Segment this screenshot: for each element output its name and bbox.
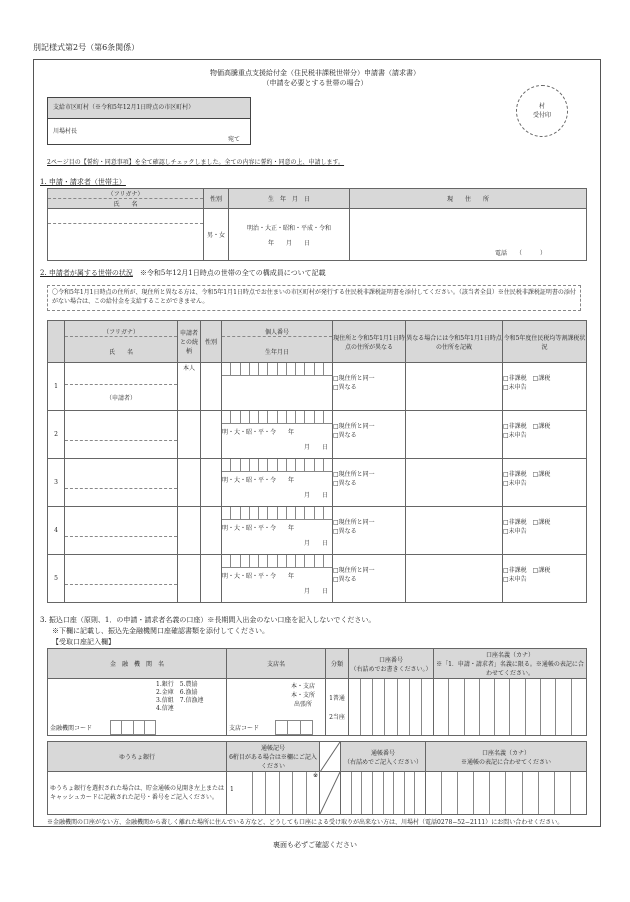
row-number: 5	[48, 555, 65, 603]
s1-name-field[interactable]	[48, 209, 204, 261]
s1-birth-header: 生 年 月 日	[229, 189, 350, 209]
yucho-header: ゆうちょ銀行	[48, 742, 227, 772]
section2-notice: 〇令和5年1月1日時点の住所が、現住所と異なる方は、令和5年1月1日時点でお住まいの市区町村が発行する住民税非課税証明書を添付してください。（該当者全員）※住民税非課税証明書の添付がない場合は、この給付金を支給することができません。	[47, 285, 581, 311]
tax-undeclared-checkbox[interactable]: □未申告	[503, 432, 527, 439]
s2-same-addr-header: 現住所と令和5年1月1日時点の住所が異なる	[333, 321, 406, 363]
bank-code-label: 金融機関コード	[50, 725, 93, 732]
section2-heading	[40, 268, 326, 278]
row-number: 3	[48, 459, 65, 507]
tax-status-checkbox[interactable]: □非課税 □課税	[503, 375, 551, 382]
section1-title: 1. 申請・請求者（世帯主）	[40, 178, 126, 186]
s2-self: 本人	[178, 363, 201, 411]
stamp-line2: 受付印	[532, 112, 551, 119]
s2-diff-addr-header: 異なる場合には令和5年1月1日時点の住所を記載	[406, 321, 503, 363]
row-number: 4	[48, 507, 65, 555]
s1-gender-header: 性別	[204, 189, 229, 209]
payer-label: 支給市区町村（※令和5年12月1日時点の市区町村）	[48, 98, 250, 119]
section3-sub: 【受取口座記入欄】	[52, 638, 115, 646]
branch-type-1[interactable]: 本・支店	[290, 683, 315, 690]
s2-gender-field[interactable]	[201, 459, 222, 507]
bank-code-field[interactable]	[110, 720, 156, 735]
table-row	[48, 459, 587, 507]
month-day-label: 月 日	[303, 444, 328, 451]
addr-diff-checkbox[interactable]: □異なる	[333, 528, 357, 535]
tax-status-checkbox[interactable]: □非課税 □課税	[503, 519, 551, 526]
table-row	[48, 411, 587, 459]
era-options[interactable]: 明・大・昭・平・令	[222, 573, 277, 580]
holder-note	[434, 649, 587, 679]
form-title: 物価高騰重点支援給付金（住民税非課税世帯分）申請書（請求書）	[210, 69, 420, 77]
account-sub: （右詰めでお書きください。）	[350, 665, 432, 673]
relation-field[interactable]	[178, 411, 201, 459]
yucho-number-field[interactable]	[341, 772, 426, 815]
bank-header: 金 融 機 関 名	[48, 649, 227, 679]
form-number: 別記様式第2号（第6条関係）	[33, 43, 140, 52]
s1-gender-field[interactable]: 男・女	[204, 209, 229, 261]
branch-type-2[interactable]: 本・支所	[290, 692, 315, 699]
year-label: 年	[288, 477, 295, 484]
yucho-table	[47, 741, 587, 815]
year-label: 年	[288, 429, 295, 436]
table-row	[48, 507, 587, 555]
confirm-text: 2ページ目の【誓約・同意事項】を全て確認しチェックしました。全ての内容に誓約・同意の上、申請します。	[47, 159, 345, 166]
year-label: 年	[288, 573, 295, 580]
bank-type-3[interactable]: 3.信組 7.信漁連	[156, 697, 204, 704]
s2-birth-header: 生年月日	[264, 349, 289, 356]
section2-title: 2. 申請者が属する世帯の状況	[40, 269, 133, 277]
reception-stamp	[516, 85, 568, 137]
s2-gender-field[interactable]	[201, 507, 222, 555]
s2-tax-header: 令和5年度住民税均等割課税状況	[503, 321, 587, 363]
addr-same-checkbox[interactable]: □現住所と同一	[333, 471, 375, 478]
payer-box	[47, 97, 251, 145]
yucho-holder-field[interactable]	[426, 772, 587, 815]
s2-gender-field[interactable]	[201, 363, 222, 411]
s2-furigana: （フリガナ）	[65, 327, 177, 337]
tax-status-checkbox[interactable]: □非課税 □課税	[503, 567, 551, 574]
table-row	[48, 363, 587, 411]
s1-name: 氏 名	[113, 201, 138, 208]
yucho-star: ※	[312, 772, 318, 779]
yucho-symbol-note: 6桁目がある場合は※欄にご記入ください	[229, 754, 317, 770]
month-day-label: 月 日	[303, 588, 328, 595]
s2-relation-header: 申請者との続柄	[178, 321, 201, 363]
addr-diff-checkbox[interactable]: □異なる	[333, 576, 357, 583]
account-number-field[interactable]	[349, 679, 434, 736]
yucho-holder-note: ※通帳の表記に合わせてください	[460, 758, 551, 766]
s1-ymd: 年 月 日	[267, 239, 310, 247]
row-number: 1	[48, 363, 65, 411]
yucho-description: ゆうちょ銀行を選択された場合は、貯金通帳の見開き左上またはキャッシュカードに記載された記号・番号をご記入ください。	[48, 772, 227, 815]
s2-name: 氏 名	[108, 349, 133, 356]
bank-type-2[interactable]: 2.金庫 6.漁協	[156, 689, 198, 696]
s2-gender-field[interactable]	[201, 555, 222, 603]
account-type-2[interactable]: 2当座	[329, 714, 345, 721]
holder-note-text: ※「1．申請・請求者」名義に限る。※通帳の表記に合わせてください。	[436, 661, 584, 677]
branch-header: 支店名	[227, 649, 326, 679]
s1-era-options[interactable]: 明治・大正・昭和・平成・令和	[246, 224, 331, 232]
yucho-divider-lower	[320, 772, 341, 815]
diagonal-line-icon	[320, 772, 340, 814]
account-holder-field[interactable]	[434, 679, 587, 736]
s1-furigana: （フリガナ）	[48, 189, 203, 199]
branch-code-field[interactable]	[275, 720, 313, 735]
addr-same-checkbox[interactable]: □現住所と同一	[333, 375, 375, 382]
stamp-line1: 村	[538, 103, 545, 110]
s1-address-header: 現 住 所	[350, 189, 587, 209]
addr-same-checkbox[interactable]: □現住所と同一	[333, 423, 375, 430]
tax-status-checkbox[interactable]: □非課税 □課税	[503, 423, 551, 430]
relation-field[interactable]	[178, 507, 201, 555]
s2-mynumber-header: 個人番号	[222, 327, 332, 337]
tax-undeclared-checkbox[interactable]: □未申告	[503, 384, 527, 391]
month-day-label: 月 日	[303, 540, 328, 547]
payer-name: 川場村長	[53, 128, 78, 135]
era-options[interactable]: 明・大・昭・平・令	[222, 477, 277, 484]
yucho-symbol-field[interactable]	[227, 772, 320, 815]
tax-status-checkbox[interactable]: □非課税 □課税	[503, 471, 551, 478]
yucho-holder-header: 口座名義（カナ）	[481, 749, 530, 757]
diff-addr-field[interactable]	[406, 459, 503, 507]
addr-diff-checkbox[interactable]: □異なる	[333, 384, 357, 391]
branch-name-field[interactable]	[227, 679, 326, 736]
addr-same-checkbox[interactable]: □現住所と同一	[333, 519, 375, 526]
relation-field[interactable]	[178, 459, 201, 507]
yucho-divider	[320, 742, 341, 772]
branch-type-3[interactable]: 出張所	[293, 701, 312, 708]
payer-suffix: 宛て	[227, 136, 240, 143]
bank-table	[47, 648, 587, 736]
branch-code-label: 支店コード	[229, 725, 260, 732]
tax-undeclared-checkbox[interactable]: □未申告	[503, 528, 527, 535]
table-row	[48, 555, 587, 603]
year-label: 年	[288, 525, 295, 532]
diff-addr-field[interactable]	[406, 363, 503, 411]
s1-phone[interactable]: 電話 （ ）	[494, 250, 546, 257]
yucho-symbol-header: 通帳記号	[260, 745, 285, 752]
era-options[interactable]: 明・大・昭・平・令	[222, 429, 277, 436]
account-type-1[interactable]: 1普通	[329, 695, 345, 702]
relation-field[interactable]	[178, 555, 201, 603]
s2-applicant: （申請者）	[105, 394, 136, 402]
yucho-symbol-prefix: 1	[230, 786, 234, 793]
tax-undeclared-checkbox[interactable]: □未申告	[503, 576, 527, 583]
footer-text: 裏面も必ずご確認ください	[273, 841, 357, 849]
s2-gender-field[interactable]	[201, 411, 222, 459]
household-table	[47, 320, 587, 603]
yucho-number-note: （右詰めでご記入ください）	[343, 758, 422, 766]
form-subtitle: （申請を必要とする世帯の場合）	[262, 79, 368, 87]
addr-same-checkbox[interactable]: □現住所と同一	[333, 567, 375, 574]
addr-diff-checkbox[interactable]: □異なる	[333, 432, 357, 439]
era-options[interactable]: 明・大・昭・平・令	[222, 525, 277, 532]
type-header: 分類	[326, 649, 349, 679]
contact-note: ※金融機関の口座がない方、金融機関から著しく離れた場所に住んでいる方など、どうしても口座による受け取りが出来ない方は、川場村（電話0278−52−2111）にお問い合わせください。	[47, 819, 564, 826]
applicant-table	[47, 188, 587, 261]
row-number: 2	[48, 411, 65, 459]
diff-addr-field[interactable]	[406, 555, 503, 603]
bank-type-1[interactable]: 1.銀行 5.農協	[156, 681, 198, 688]
addr-diff-checkbox[interactable]: □異なる	[333, 480, 357, 487]
month-day-label: 月 日	[303, 492, 328, 499]
bank-name-field[interactable]	[48, 679, 227, 736]
account-header: 口座番号	[378, 656, 403, 664]
yucho-number-header: 通帳番号	[370, 749, 395, 757]
section3-note: ※下欄に記載し、振込先金融機関口座確認書類を添付してください。	[52, 627, 269, 635]
diff-addr-field[interactable]	[406, 507, 503, 555]
tax-undeclared-checkbox[interactable]: □未申告	[503, 480, 527, 487]
s2-gender-header: 性別	[201, 321, 222, 363]
diff-addr-field[interactable]	[406, 411, 503, 459]
holder-header: 口座名義（カナ）	[485, 652, 534, 659]
section3-title: 3. 振込口座（原則、1．の申請・請求者名義の口座）※長期間入出金のない口座を記入しないでください。	[40, 616, 376, 624]
section2-note: ※令和5年12月1日時点の世帯の全ての構成員について記載	[139, 269, 326, 277]
bank-type-4[interactable]: 4.信連	[156, 705, 174, 712]
diagonal-line-icon	[320, 742, 340, 772]
